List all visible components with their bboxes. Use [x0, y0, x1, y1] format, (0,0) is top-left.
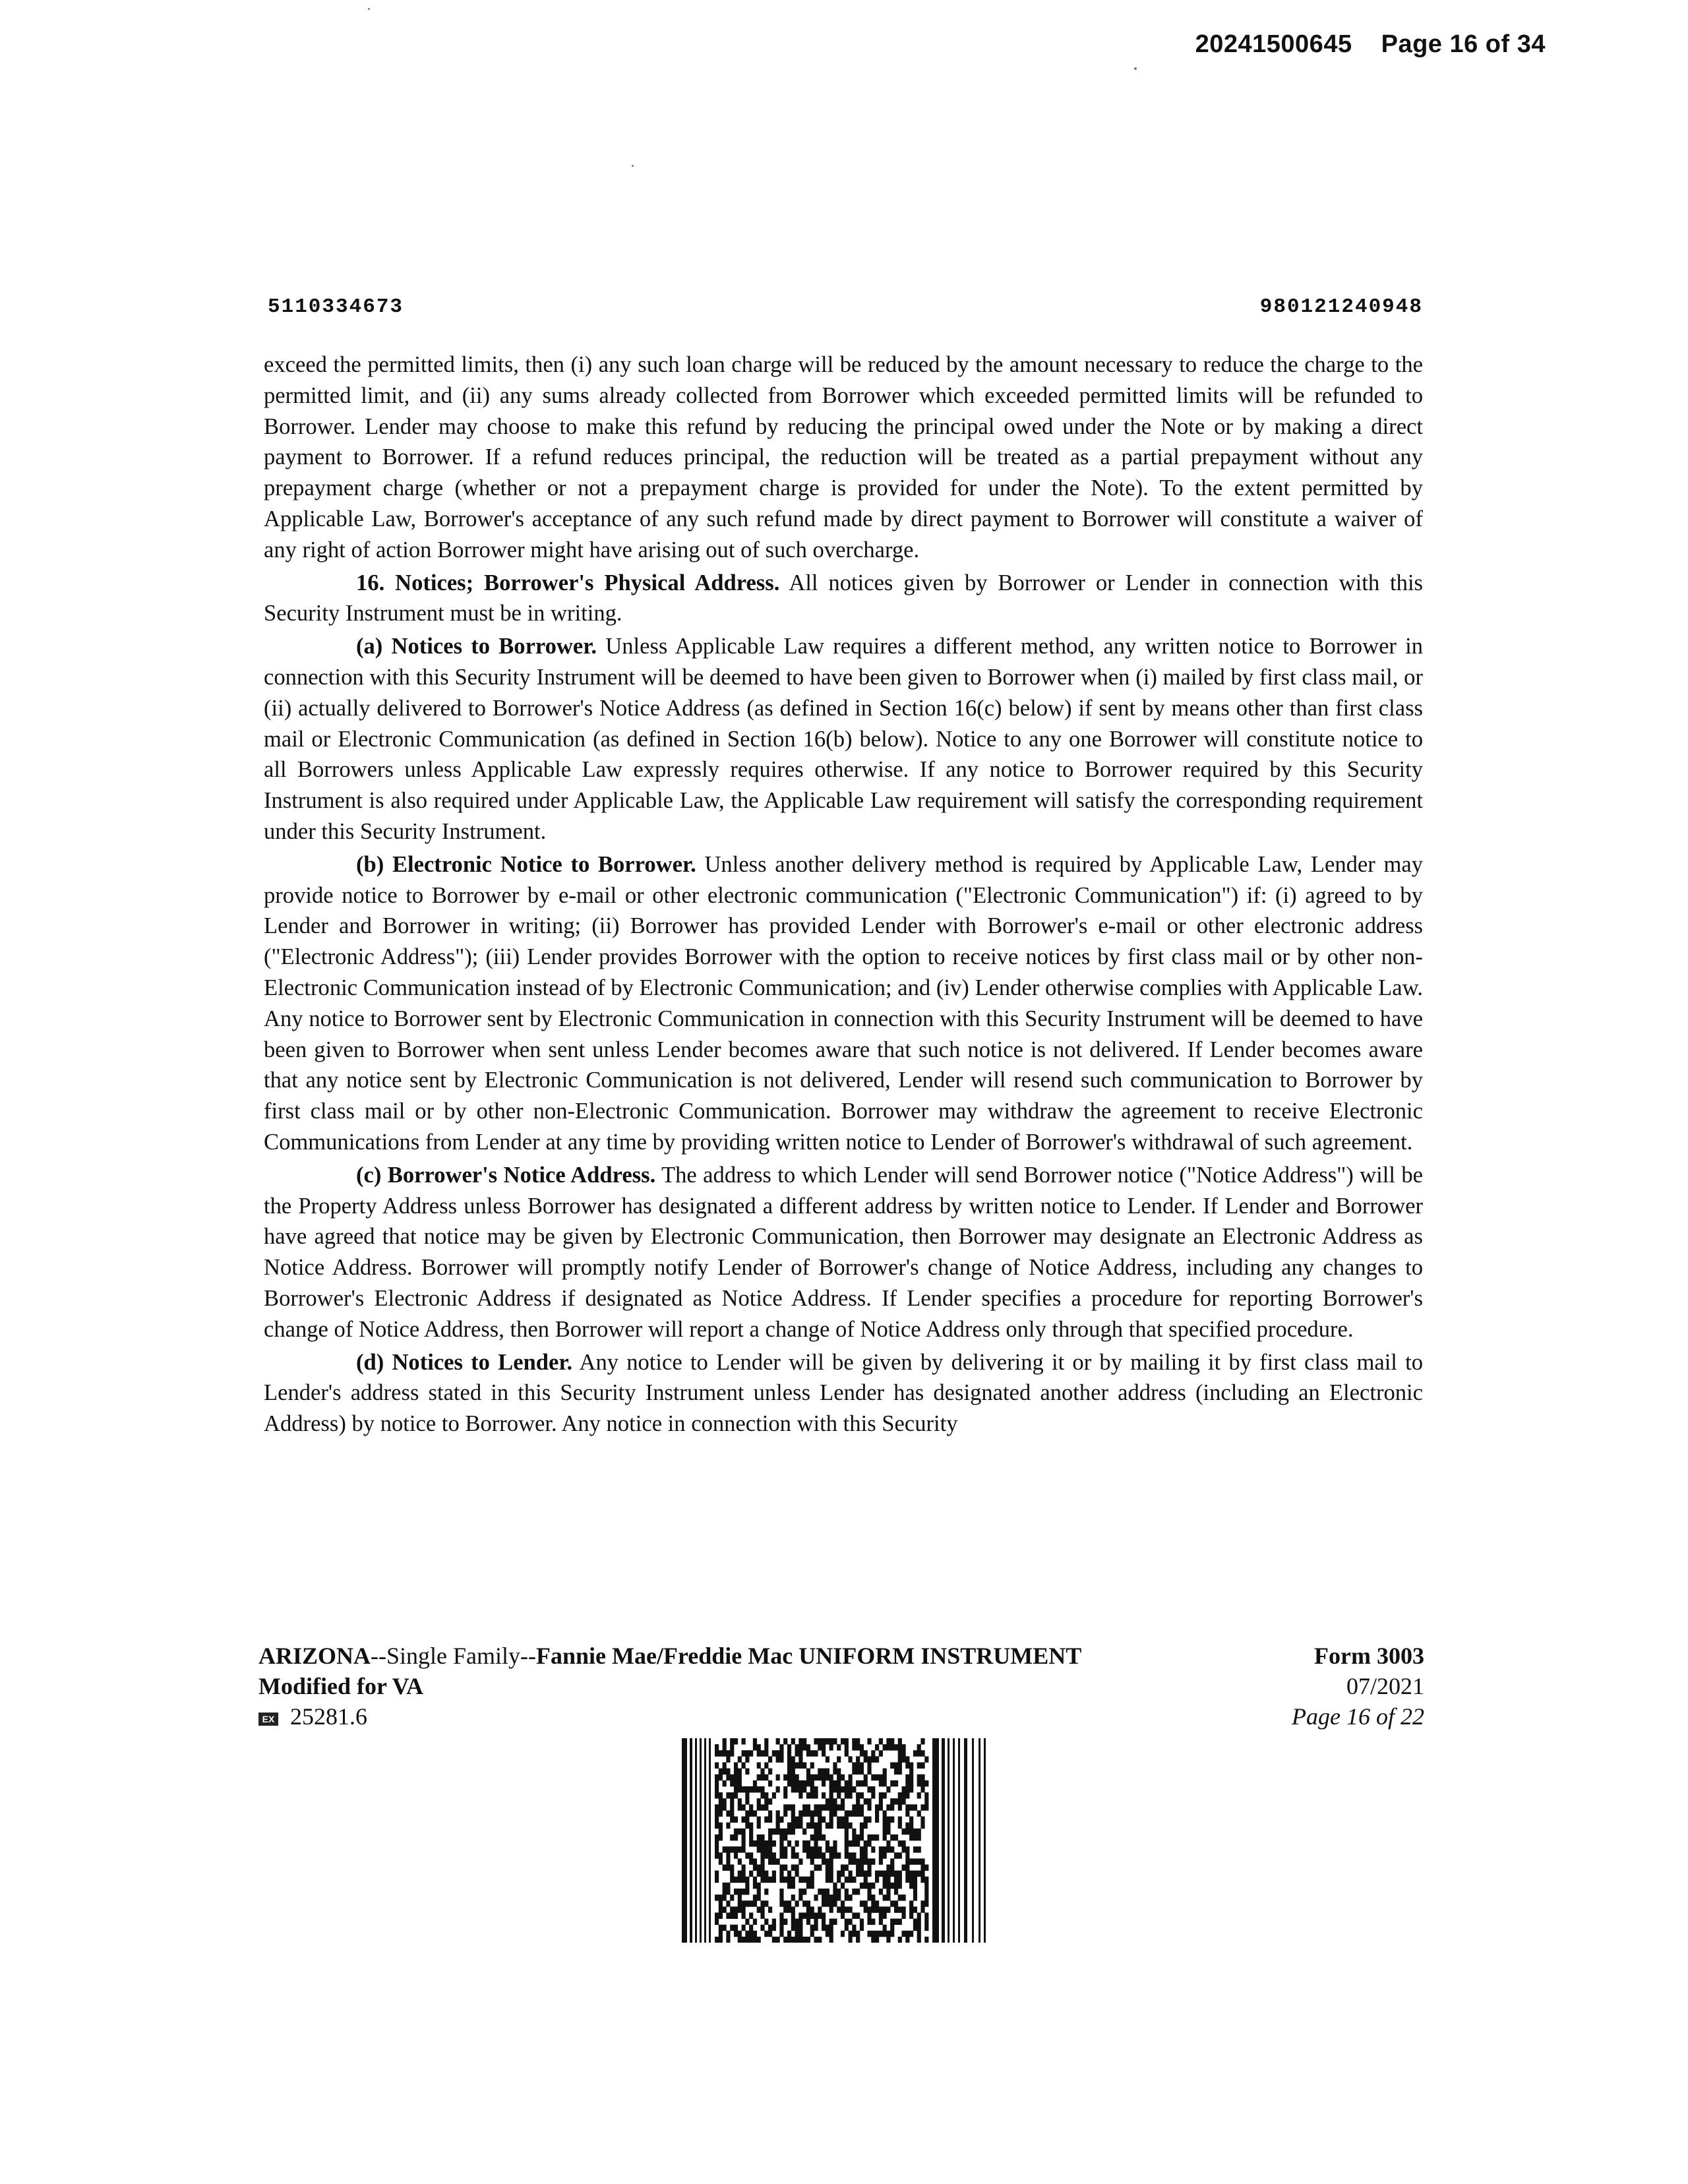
- section-16d: [264, 1347, 1423, 1440]
- section-16-text: All notices given by Borrower or Lender in connection with this Security Instrument must be in writing.: [264, 570, 1424, 626]
- ex-logo-icon: EX: [258, 1713, 278, 1726]
- pdf417-barcode-icon: [682, 1738, 990, 1943]
- loan-numbers: [268, 295, 1423, 318]
- section-16c-text: The address to which Lender will send Borrower notice ("Notice Address") will be the Property Address unless Borrower has designated a different address by written notice to Lender. If Lender and Borrower have agreed that notice may be given by Electronic Communication, then Borrower may designate an Electronic Address as Notice Address. Borrower will promptly notify Lender of Borrower's change of Notice Address, including any changes to Borrower's Electronic Address if designated as Notice Address. If Lender specifies a procedure for reporting Borrower's change of Notice Address, then Borrower will report a change of Notice Address only through that specified procedure.: [264, 1162, 1423, 1342]
- recording-page-count: Page 16 of 34: [1381, 30, 1546, 58]
- barcode-bars: [682, 1738, 986, 1943]
- loan-number-right: 980121240948: [1259, 295, 1423, 318]
- section-16b-heading: (b) Electronic Notice to Borrower.: [356, 851, 696, 877]
- footer-modified: Modified for VA: [258, 1673, 424, 1699]
- scan-speck: [1134, 67, 1137, 70]
- loan-number-left: 5110334673: [268, 295, 404, 318]
- footer-state: ARIZONA: [258, 1643, 371, 1669]
- scan-speck: [632, 165, 634, 167]
- scan-speck: [368, 8, 370, 10]
- paragraph-intro-text: exceed the permitted limits, then (i) any such loan charge will be reduced by the amount necessary to reduce the charge to the permitted limit, and (ii) any sums already collected from Borrower which exceeded permitted limits will be refunded to Borrower. Lender may choose to make this refund by reducing the principal owed under the Note or by making a direct payment to Borrower. If a refund reduces principal, the reduction will be treated as a partial prepayment without any prepayment charge (whether or not a prepayment charge is provided for under the Note). To the extent permitted by Applicable Law, Borrower's acceptance of any such refund made by direct payment to Borrower will constitute a waiver of any right of action Borrower might have arising out of such overcharge.: [264, 352, 1423, 562]
- footer-form-date: 07/2021: [1346, 1673, 1424, 1699]
- footer-right: [1292, 1641, 1424, 1732]
- footer-code: 25281.6: [290, 1703, 367, 1730]
- recording-header: [1195, 30, 1546, 59]
- paragraph-intro: [264, 349, 1423, 566]
- section-16b: [264, 849, 1423, 1158]
- section-16d-text: Any notice to Lender will be given by delivering it or by mailing it by first class mail to Lender's address stated in this Security Instrument unless Lender has designated another address (including an Electronic Address) by notice to Borrower. Any notice in connection with this Security: [264, 1349, 1423, 1437]
- footer-agencies: Fannie Mae/Freddie Mac UNIFORM INSTRUMENT: [535, 1643, 1082, 1669]
- section-16: [264, 568, 1423, 630]
- section-16c-heading: (c) Borrower's Notice Address.: [356, 1162, 656, 1188]
- document-number: 20241500645: [1195, 30, 1352, 58]
- section-16-heading: 16. Notices; Borrower's Physical Address.: [356, 570, 780, 595]
- footer-code-line: [258, 1701, 1081, 1732]
- section-16a: [264, 631, 1423, 847]
- footer-separator: --Single Family--: [371, 1643, 536, 1669]
- footer-form-number: Form 3003: [1314, 1643, 1424, 1669]
- document-body: [264, 349, 1423, 1441]
- footer-page-number: Page 16 of 22: [1292, 1703, 1424, 1730]
- section-16d-heading: (d) Notices to Lender.: [356, 1349, 573, 1375]
- section-16a-text: Unless Applicable Law requires a different method, any written notice to Borrower in connection with this Security Instrument will be deemed to have been given to Borrower when (i) mailed by first class mail, or (ii) actually delivered to Borrower's Notice Address (as defined in Section 16(c) below) if sent by means other than first class mail or Electronic Communication (as defined in Section 16(b) below). Notice to any one Borrower will constitute notice to all Borrowers unless Applicable Law expressly requires otherwise. If any notice to Borrower required by this Security Instrument is also required under Applicable Law, the Applicable Law requirement will satisfy the corresponding requirement under this Security Instrument.: [264, 634, 1424, 844]
- footer-left: [258, 1641, 1081, 1732]
- section-16c: [264, 1160, 1423, 1345]
- section-16b-text: Unless another delivery method is required by Applicable Law, Lender may provide notice to Borrower by e-mail or other electronic communication ("Electronic Communication") if: (i) agreed to by Lender and Borrower in writing; (ii) Borrower has provided Lender with Borrower's e-mail or other electronic address ("Electronic Address"); (iii) Lender provides Borrower with the option to receive notices by first class mail or by other non-Electronic Communication instead of by Electronic Communication; and (iv) Lender otherwise complies with Applicable Law. Any notice to Borrower sent by Electronic Communication in connection with this Security Instrument will be deemed to have been given to Borrower when sent unless Lender becomes aware that such notice is not delivered. If Lender becomes aware that any notice sent by Electronic Communication is not delivered, Lender will resend such communication to Borrower by first class mail or by other non-Electronic Communication. Borrower may withdraw the agreement to receive Electronic Communications from Lender at any time by providing written notice to Lender of Borrower's withdrawal of such agreement.: [264, 851, 1423, 1155]
- section-16a-heading: (a) Notices to Borrower.: [356, 634, 597, 659]
- footer-instrument-line: [258, 1641, 1081, 1671]
